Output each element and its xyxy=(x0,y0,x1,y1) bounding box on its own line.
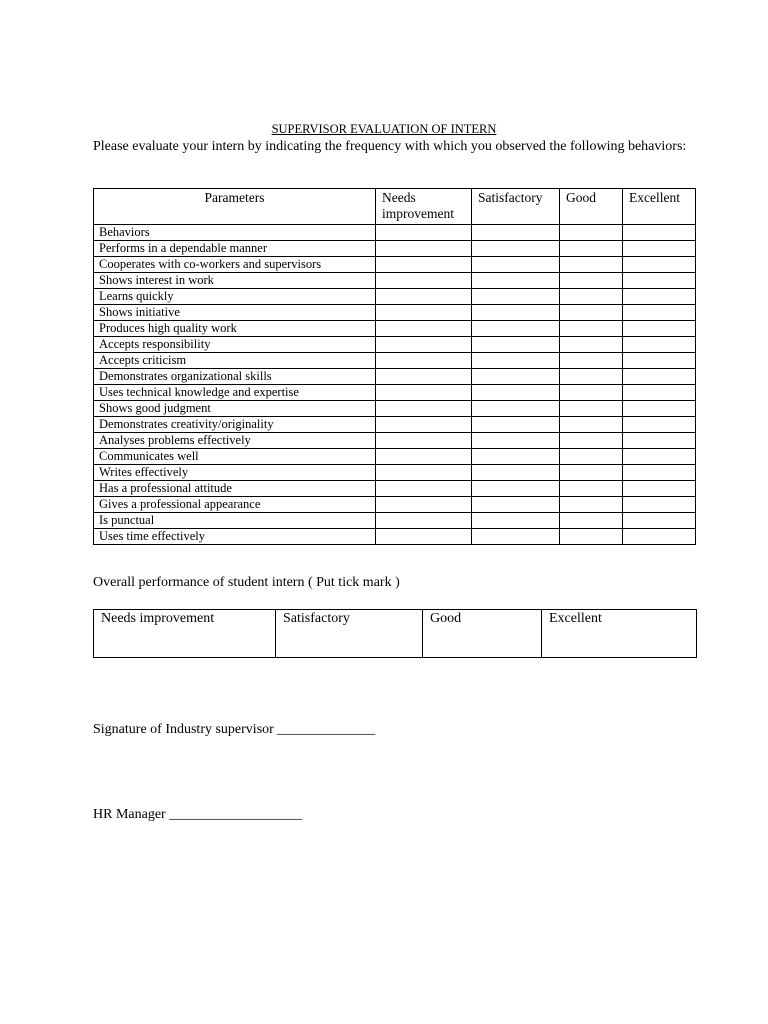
rating-cell-excellent[interactable] xyxy=(623,513,696,529)
table-row xyxy=(94,337,696,353)
rating-cell-satisfactory[interactable] xyxy=(472,401,560,417)
rating-cell-needs-improvement[interactable] xyxy=(376,465,472,481)
overall-option-satisfactory[interactable]: Satisfactory xyxy=(276,610,423,658)
rating-cell-satisfactory[interactable] xyxy=(472,289,560,305)
rating-cell-excellent[interactable] xyxy=(623,273,696,289)
table-header-row xyxy=(94,189,696,225)
rating-cell-needs-improvement[interactable] xyxy=(376,353,472,369)
table-row xyxy=(94,353,696,369)
rating-cell-good[interactable] xyxy=(560,417,623,433)
table-row xyxy=(94,289,696,305)
rating-cell-good[interactable] xyxy=(560,497,623,513)
rating-cell-needs-improvement[interactable] xyxy=(376,417,472,433)
rating-cell-good[interactable] xyxy=(560,449,623,465)
rating-cell-excellent[interactable] xyxy=(623,321,696,337)
rating-cell-satisfactory[interactable] xyxy=(472,353,560,369)
rating-cell-satisfactory[interactable] xyxy=(472,337,560,353)
rating-cell-excellent[interactable] xyxy=(623,289,696,305)
column-header-good: Good xyxy=(560,189,623,225)
rating-cell-good[interactable] xyxy=(560,465,623,481)
parameter-label: Behaviors xyxy=(94,225,376,241)
rating-cell-good[interactable] xyxy=(560,513,623,529)
table-row xyxy=(94,241,696,257)
rating-cell-good[interactable] xyxy=(560,273,623,289)
rating-cell-good[interactable] xyxy=(560,257,623,273)
column-header-satisfactory: Satisfactory xyxy=(472,189,560,225)
rating-cell-needs-improvement[interactable] xyxy=(376,257,472,273)
rating-cell-satisfactory[interactable] xyxy=(472,497,560,513)
rating-cell-excellent[interactable] xyxy=(623,529,696,545)
rating-cell-excellent[interactable] xyxy=(623,353,696,369)
rating-cell-needs-improvement[interactable] xyxy=(376,305,472,321)
rating-cell-satisfactory[interactable] xyxy=(472,241,560,257)
rating-cell-excellent[interactable] xyxy=(623,417,696,433)
rating-cell-satisfactory[interactable] xyxy=(472,225,560,241)
rating-cell-needs-improvement[interactable] xyxy=(376,225,472,241)
table-row xyxy=(94,257,696,273)
table-row xyxy=(94,449,696,465)
parameter-label: Shows initiative xyxy=(94,305,376,321)
rating-cell-good[interactable] xyxy=(560,481,623,497)
rating-cell-satisfactory[interactable] xyxy=(472,305,560,321)
table-row xyxy=(94,401,696,417)
table-row xyxy=(94,497,696,513)
rating-cell-excellent[interactable] xyxy=(623,481,696,497)
rating-cell-excellent[interactable] xyxy=(623,465,696,481)
table-row xyxy=(94,529,696,545)
parameter-label: Produces high quality work xyxy=(94,321,376,337)
rating-cell-needs-improvement[interactable] xyxy=(376,529,472,545)
rating-cell-needs-improvement[interactable] xyxy=(376,369,472,385)
instructions-text: Please evaluate your intern by indicating the frequency with which you observed the following behaviors: xyxy=(93,139,687,154)
table-row xyxy=(94,225,696,241)
parameter-label: Cooperates with co-workers and supervisors xyxy=(94,257,376,273)
rating-cell-excellent[interactable] xyxy=(623,497,696,513)
rating-cell-excellent[interactable] xyxy=(623,241,696,257)
column-header-parameters: Parameters xyxy=(94,189,376,225)
table-row xyxy=(94,433,696,449)
rating-cell-good[interactable] xyxy=(560,305,623,321)
column-header-excellent: Excellent xyxy=(623,189,696,225)
parameter-label: Performs in a dependable manner xyxy=(94,241,376,257)
rating-cell-satisfactory[interactable] xyxy=(472,257,560,273)
parameter-label: Demonstrates organizational skills xyxy=(94,369,376,385)
parameter-label: Demonstrates creativity/originality xyxy=(94,417,376,433)
parameter-label: Shows interest in work xyxy=(94,273,376,289)
rating-cell-needs-improvement[interactable] xyxy=(376,273,472,289)
overall-option-needs-improvement[interactable]: Needs improvement xyxy=(94,610,276,658)
parameter-label: Learns quickly xyxy=(94,289,376,305)
parameter-label: Analyses problems effectively xyxy=(94,433,376,449)
overall-options-row xyxy=(94,610,697,658)
rating-cell-excellent[interactable] xyxy=(623,225,696,241)
parameter-label: Communicates well xyxy=(94,449,376,465)
rating-cell-good[interactable] xyxy=(560,241,623,257)
table-row xyxy=(94,513,696,529)
rating-cell-satisfactory[interactable] xyxy=(472,385,560,401)
rating-cell-good[interactable] xyxy=(560,529,623,545)
rating-cell-satisfactory[interactable] xyxy=(472,369,560,385)
column-header-needs-improvement: Needs improvement xyxy=(376,189,472,225)
table-row xyxy=(94,305,696,321)
parameter-label: Uses time effectively xyxy=(94,529,376,545)
table-row xyxy=(94,417,696,433)
overall-option-good[interactable]: Good xyxy=(423,610,542,658)
rating-cell-good[interactable] xyxy=(560,353,623,369)
rating-cell-excellent[interactable] xyxy=(623,257,696,273)
rating-cell-needs-improvement[interactable] xyxy=(376,497,472,513)
parameter-label: Shows good judgment xyxy=(94,401,376,417)
rating-cell-satisfactory[interactable] xyxy=(472,273,560,289)
parameter-label: Has a professional attitude xyxy=(94,481,376,497)
rating-cell-needs-improvement[interactable] xyxy=(376,449,472,465)
table-row xyxy=(94,369,696,385)
rating-cell-needs-improvement[interactable] xyxy=(376,433,472,449)
rating-cell-needs-improvement[interactable] xyxy=(376,401,472,417)
parameter-label: Is punctual xyxy=(94,513,376,529)
rating-cell-satisfactory[interactable] xyxy=(472,417,560,433)
rating-cell-needs-improvement[interactable] xyxy=(376,481,472,497)
rating-cell-good[interactable] xyxy=(560,337,623,353)
rating-cell-satisfactory[interactable] xyxy=(472,481,560,497)
parameter-label: Accepts criticism xyxy=(94,353,376,369)
table-row xyxy=(94,481,696,497)
rating-cell-needs-improvement[interactable] xyxy=(376,321,472,337)
table-row xyxy=(94,273,696,289)
parameter-label: Accepts responsibility xyxy=(94,337,376,353)
rating-cell-needs-improvement[interactable] xyxy=(376,385,472,401)
page-title: SUPERVISOR EVALUATION OF INTERN xyxy=(271,122,497,136)
rating-cell-satisfactory[interactable] xyxy=(472,433,560,449)
table-row xyxy=(94,465,696,481)
rating-cell-needs-improvement[interactable] xyxy=(376,289,472,305)
rating-cell-satisfactory[interactable] xyxy=(472,529,560,545)
evaluation-table-body xyxy=(94,225,696,545)
overall-option-excellent[interactable]: Excellent xyxy=(542,610,697,658)
rating-cell-excellent[interactable] xyxy=(623,401,696,417)
hr-manager-signature-line: HR Manager ___________________ xyxy=(93,807,303,822)
rating-cell-satisfactory[interactable] xyxy=(472,449,560,465)
rating-cell-excellent[interactable] xyxy=(623,369,696,385)
rating-cell-excellent[interactable] xyxy=(623,385,696,401)
rating-cell-satisfactory[interactable] xyxy=(472,465,560,481)
overall-performance-table xyxy=(93,609,697,658)
rating-cell-needs-improvement[interactable] xyxy=(376,337,472,353)
table-row xyxy=(94,321,696,337)
rating-cell-excellent[interactable] xyxy=(623,449,696,465)
rating-cell-good[interactable] xyxy=(560,321,623,337)
supervisor-signature-line: Signature of Industry supervisor ______________ xyxy=(93,722,376,737)
rating-cell-good[interactable] xyxy=(560,433,623,449)
table-row xyxy=(94,385,696,401)
rating-cell-excellent[interactable] xyxy=(623,433,696,449)
parameter-label: Writes effectively xyxy=(94,465,376,481)
rating-cell-excellent[interactable] xyxy=(623,305,696,321)
parameter-label: Gives a professional appearance xyxy=(94,497,376,513)
overall-performance-label: Overall performance of student intern ( Put tick mark ) xyxy=(93,575,400,590)
rating-cell-good[interactable] xyxy=(560,225,623,241)
parameter-label: Uses technical knowledge and expertise xyxy=(94,385,376,401)
evaluation-table xyxy=(93,188,696,545)
rating-cell-good[interactable] xyxy=(560,385,623,401)
rating-cell-good[interactable] xyxy=(560,369,623,385)
rating-cell-needs-improvement[interactable] xyxy=(376,241,472,257)
rating-cell-satisfactory[interactable] xyxy=(472,321,560,337)
rating-cell-good[interactable] xyxy=(560,289,623,305)
rating-cell-excellent[interactable] xyxy=(623,337,696,353)
rating-cell-satisfactory[interactable] xyxy=(472,513,560,529)
rating-cell-good[interactable] xyxy=(560,401,623,417)
rating-cell-needs-improvement[interactable] xyxy=(376,513,472,529)
